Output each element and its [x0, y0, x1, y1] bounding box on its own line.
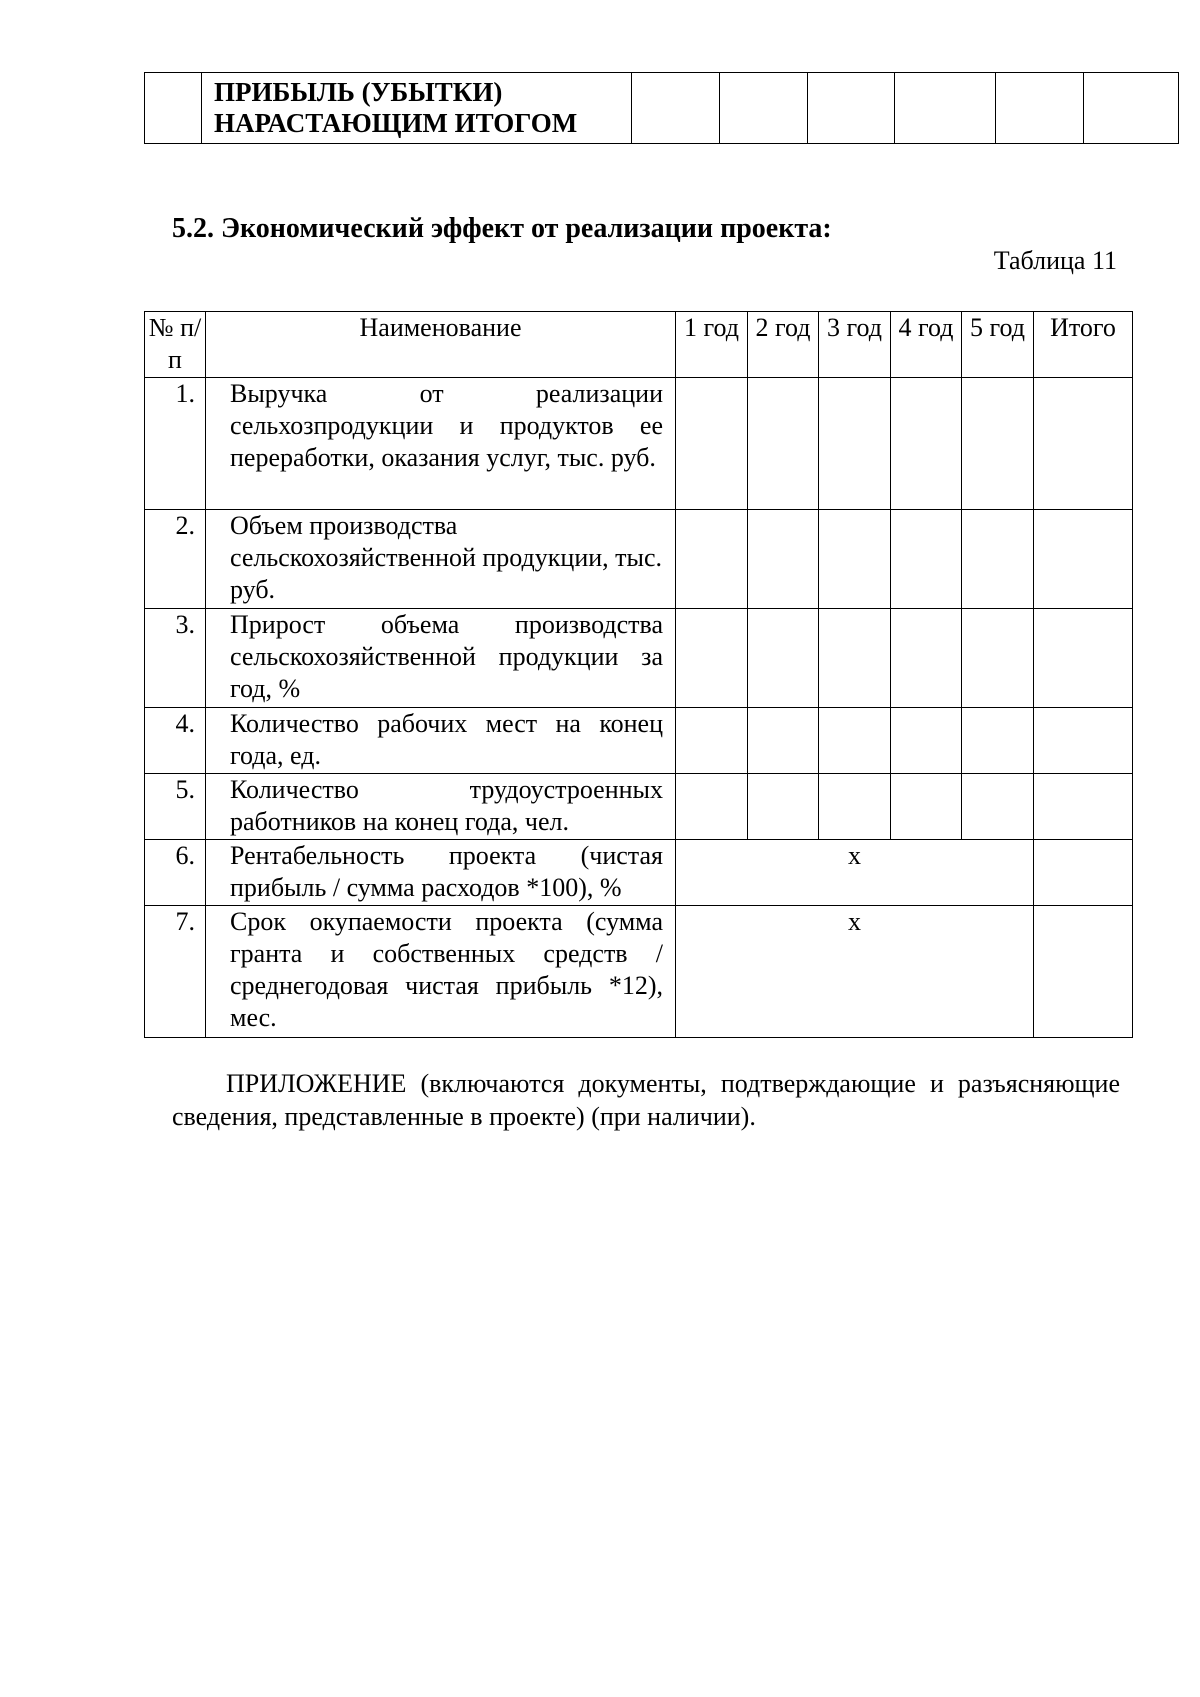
- table-row: [145, 73, 1179, 144]
- table-cell: [1034, 609, 1133, 708]
- table-row: [145, 510, 1133, 609]
- table-cell: [720, 73, 808, 144]
- table-cell: [891, 708, 962, 774]
- table-cell: [819, 609, 891, 708]
- header-year-4: 4 год: [891, 312, 962, 378]
- table-cell: [145, 73, 202, 144]
- row-name: Срок окупаемости проекта (сумма гранта и собственных средств / среднегодовая чистая прибыль *12), мес.: [206, 906, 676, 1038]
- table-cell: [748, 609, 819, 708]
- table-cell: [962, 510, 1034, 609]
- row-name: Прирост объема производства сельскохозяйственной продукции за год, %: [206, 609, 676, 708]
- header-num: № п/п: [145, 312, 206, 378]
- row-number: 5.: [145, 774, 206, 840]
- table-cell: [1034, 840, 1133, 906]
- header-total: Итого: [1034, 312, 1133, 378]
- row-number: 1.: [145, 378, 206, 510]
- table-cell: [1034, 708, 1133, 774]
- row-name: Объем производства сельскохозяйственной продукции, тыс. руб.: [206, 510, 676, 609]
- table-cell: [1084, 73, 1179, 144]
- row-name: Выручка от реализации сельхозпродукции и продуктов ее переработки, оказания услуг, тыс. руб.: [206, 378, 676, 510]
- row-name: Количество рабочих мест на конец года, ед.: [206, 708, 676, 774]
- appendix-note: ПРИЛОЖЕНИЕ (включаются документы, подтверждающие и разъясняющие сведения, представленные в проекте) (при наличии).: [172, 1069, 1120, 1131]
- table-caption: Таблица 11: [993, 246, 1117, 275]
- table-cell: [962, 708, 1034, 774]
- table-cell: [748, 510, 819, 609]
- header-year-2: 2 год: [748, 312, 819, 378]
- table-cell: [891, 774, 962, 840]
- table-cell: [676, 708, 748, 774]
- header-year-1: 1 год: [676, 312, 748, 378]
- header-year-5: 5 год: [962, 312, 1034, 378]
- table-cell: [676, 774, 748, 840]
- table-cell: [891, 609, 962, 708]
- row-name: Рентабельность проекта (чистая прибыль / сумма расходов *100), %: [206, 840, 676, 906]
- table-cell: [1034, 378, 1133, 510]
- table-row: [145, 774, 1133, 840]
- table-cell: [676, 510, 748, 609]
- table-cell: [808, 73, 895, 144]
- row-name: Количество трудоустроенных работников на конец года, чел.: [206, 774, 676, 840]
- section-heading: 5.2. Экономический эффект от реализации проекта:: [172, 213, 832, 244]
- table-cell: [996, 73, 1084, 144]
- table-row: [145, 708, 1133, 774]
- table-cell: [962, 609, 1034, 708]
- header-year-3: 3 год: [819, 312, 891, 378]
- table-cell: [676, 609, 748, 708]
- table-cell: [895, 73, 996, 144]
- table-cell: [748, 378, 819, 510]
- cumulative-profit-label: ПРИБЫЛЬ (УБЫТКИ) НАРАСТАЮЩИМ ИТОГОМ: [202, 73, 632, 144]
- table-cell: [819, 708, 891, 774]
- economic-effect-table: [144, 311, 1133, 1038]
- row-number: 6.: [145, 840, 206, 906]
- row-number: 4.: [145, 708, 206, 774]
- row-number: 2.: [145, 510, 206, 609]
- table-cell: [632, 73, 720, 144]
- table-cell: [962, 378, 1034, 510]
- table-cell: [819, 510, 891, 609]
- table-row: [145, 609, 1133, 708]
- header-row: [145, 312, 1133, 378]
- table-cell: [676, 378, 748, 510]
- profit-table-fragment: [144, 72, 1179, 144]
- header-name: Наименование: [206, 312, 676, 378]
- row-number: 3.: [145, 609, 206, 708]
- table-cell: [1034, 510, 1133, 609]
- table-row: [145, 378, 1133, 510]
- table-cell: [748, 774, 819, 840]
- table-cell: [962, 774, 1034, 840]
- table-cell: [748, 708, 819, 774]
- table-cell: [819, 774, 891, 840]
- table-row: [145, 840, 1133, 906]
- table-cell: [1034, 774, 1133, 840]
- table-cell: [891, 378, 962, 510]
- row-number: 7.: [145, 906, 206, 1038]
- table-cell: [1034, 906, 1133, 1038]
- table-row: [145, 906, 1133, 1038]
- not-applicable-mark: x: [676, 840, 1034, 906]
- table-cell: [891, 510, 962, 609]
- table-cell: [819, 378, 891, 510]
- not-applicable-mark: x: [676, 906, 1034, 1038]
